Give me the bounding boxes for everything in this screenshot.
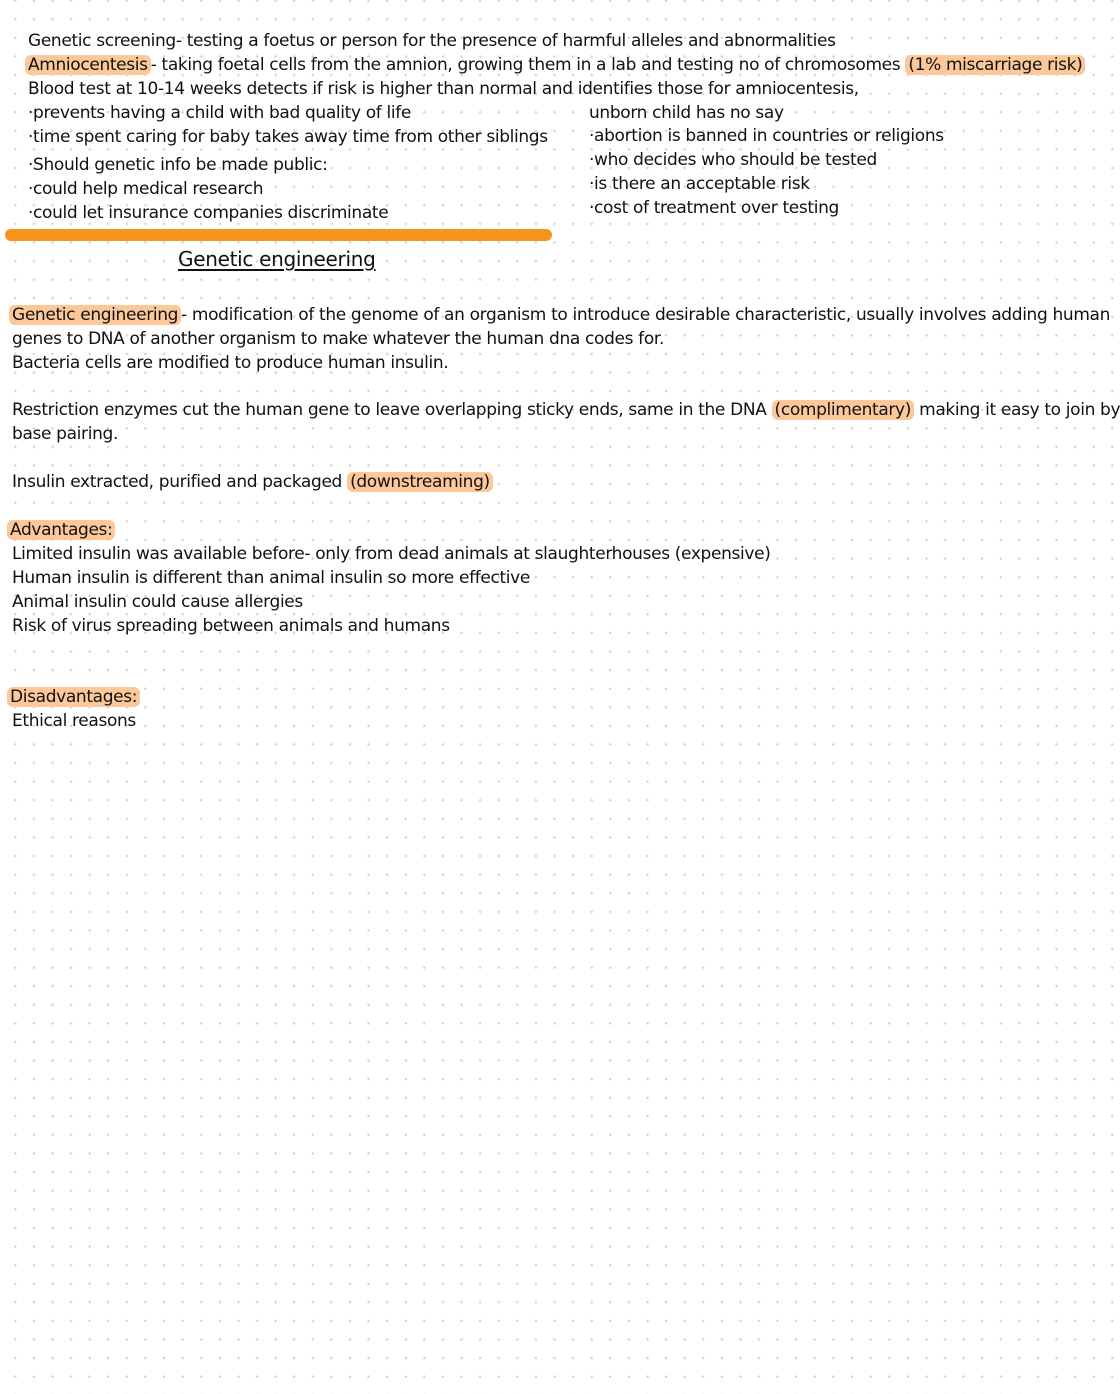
engineering-definition-line2: genes to DNA of another organism to make whatever the human dna codes for. [12,329,665,349]
insulin-line [12,470,493,494]
disadvantages-heading [7,685,140,709]
downstreaming-highlight: (downstreaming) [347,472,493,492]
advantage-item: Animal insulin could cause allergies [12,592,303,612]
advantages-label: Advantages: [7,520,115,540]
section-heading: Genetic engineering [178,247,376,271]
right-point: ·cost of treatment over testing [589,198,839,218]
advantage-item: Risk of virus spreading between animals and humans [12,616,450,636]
right-point: ·is there an acceptable risk [589,174,810,194]
insulin-text: Insulin extracted, purified and packaged [12,472,342,492]
restriction-text-end: making it easy to join by [919,400,1120,420]
restriction-enzymes-line2: base pairing. [12,424,118,444]
disadvantages-label: Disadvantages: [7,687,140,707]
section-divider [5,229,552,241]
restriction-enzymes-line [12,398,1120,422]
right-point: ·who decides who should be tested [589,150,877,170]
amniocentesis-term: Amniocentesis [25,55,151,75]
screening-definition-text: Genetic screening- testing a foetus or person for the presence of harmful alleles and abnormalities [28,31,836,51]
right-point: unborn child has no say [589,103,784,123]
complimentary-highlight: (complimentary) [772,400,915,420]
amniocentesis-line [25,53,1085,77]
blood-test-line [28,77,859,101]
amniocentesis-text: - taking foetal cells from the amnion, growing them in a lab and testing no of chromosomes [150,55,901,75]
right-point: ·abortion is banned in countries or religions [589,126,944,146]
restriction-text: Restriction enzymes cut the human gene to leave overlapping sticky ends, same in the DNA [12,400,767,420]
left-point: ·time spent caring for baby takes away time from other siblings [28,127,548,147]
blood-test-text: Blood test at 10-14 weeks detects if risk is higher than normal and identifies those for amniocentesis, [28,79,859,99]
disadvantage-item: Ethical reasons [12,711,136,731]
left-point: ·could help medical research [28,179,264,199]
advantage-item: Human insulin is different than animal insulin so more effective [12,568,530,588]
advantages-heading [7,518,115,542]
engineering-term: Genetic engineering [9,305,181,325]
miscarriage-risk: (1% miscarriage risk) [905,55,1085,75]
engineering-definition-text: - modification of the genome of an organism to introduce desirable characteristic, usually involves adding human [181,305,1111,325]
left-point: ·prevents having a child with bad quality of life [28,103,411,123]
screening-definition [28,29,836,53]
engineering-definition [9,303,1110,327]
advantage-item: Limited insulin was available before- only from dead animals at slaughterhouses (expensive) [12,544,771,564]
engineering-definition-line3: Bacteria cells are modified to produce human insulin. [12,353,449,373]
left-point: ·Should genetic info be made public: [28,155,328,175]
left-point: ·could let insurance companies discriminate [28,203,389,223]
